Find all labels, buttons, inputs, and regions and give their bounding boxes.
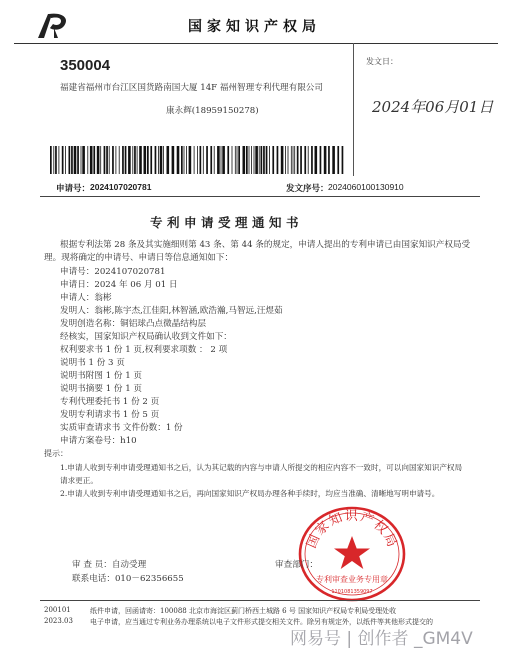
field-case-no: 申请方案卷号：h10 bbox=[60, 436, 137, 446]
barcode-bar bbox=[65, 146, 66, 174]
office-name: 国家知识产权局 bbox=[188, 19, 321, 35]
watermark: 网易号 | 创作者 _GM4V bbox=[290, 629, 473, 649]
barcode-bar bbox=[172, 146, 175, 174]
header-divider bbox=[14, 43, 498, 44]
barcode-bar bbox=[59, 146, 60, 174]
barcode-bar bbox=[112, 146, 114, 174]
barcode-bar bbox=[106, 146, 108, 174]
barcode-bar bbox=[122, 146, 124, 174]
barcode-bar bbox=[300, 146, 302, 174]
barcode-bar bbox=[128, 146, 131, 174]
field-description: 说明书 1 份 3 页 bbox=[60, 358, 125, 368]
barcode-bar bbox=[194, 146, 195, 174]
barcode-bar bbox=[315, 146, 318, 174]
barcode-bar bbox=[328, 146, 330, 174]
field-abstract: 说明书摘要 1 份 1 页 bbox=[60, 384, 143, 394]
footer-line-2: 电子申请，应当通过专利业务办理系统以电子文件形式提交相关文件。除另有规定外，以纸件等其他形式提交的 bbox=[90, 618, 433, 626]
field-application-date: 申请日：2024 年 06 月 01 日 bbox=[60, 280, 178, 290]
barcode-bar bbox=[251, 146, 252, 174]
barcode-bar bbox=[189, 146, 192, 174]
cnipa-logo-icon bbox=[34, 8, 74, 40]
barcode-bar bbox=[235, 146, 236, 174]
send-no-label: 发文序号： bbox=[286, 184, 329, 194]
application-no: 2024107020781 bbox=[90, 182, 152, 192]
barcode-bar bbox=[324, 146, 327, 174]
barcode-bar bbox=[221, 146, 222, 174]
barcode-bar bbox=[227, 146, 229, 174]
barcode-bar bbox=[337, 146, 339, 174]
barcode-bar bbox=[308, 146, 309, 174]
barcode-bar bbox=[214, 146, 215, 174]
send-no: 2024060100130910 bbox=[328, 182, 404, 192]
barcode-bar bbox=[181, 146, 183, 174]
barcode-bar bbox=[81, 146, 82, 174]
barcode-bar bbox=[158, 146, 159, 174]
barcode-bar bbox=[147, 146, 149, 174]
field-inventors: 发明人：翁彬,陈宇杰,江佳阳,林智涵,欧浩瀚,马智远,汪煜茹 bbox=[60, 306, 283, 316]
seal-star-icon bbox=[334, 536, 370, 569]
barcode-bar bbox=[304, 146, 306, 174]
field-request-form: 发明专利请求书 1 份 5 页 bbox=[60, 410, 160, 420]
header-vertical-divider bbox=[353, 43, 354, 176]
barcode-bar bbox=[55, 146, 57, 174]
barcode bbox=[50, 146, 346, 174]
footer-line-1: 纸件申请，回函请寄：100088 北京市海淀区蓟门桥西土城路 6 号 国家知识产权局专利局受理处收 bbox=[90, 607, 397, 615]
field-claims: 权利要求书 1 份 1 页,权利要求项数 ： 2 项 bbox=[60, 345, 228, 355]
barcode-bar bbox=[291, 146, 292, 174]
footer-code-2: 2023.03 bbox=[44, 617, 73, 625]
barcode-bar bbox=[293, 146, 294, 174]
barcode-bar bbox=[139, 146, 142, 174]
barcode-bar bbox=[320, 146, 322, 174]
barcode-bar bbox=[87, 146, 88, 174]
barcode-bar bbox=[238, 146, 240, 174]
footer-code-1: 200101 bbox=[44, 606, 71, 614]
barcode-bar bbox=[266, 146, 268, 174]
barcode-bar bbox=[150, 146, 152, 174]
document-title: 专利申请受理通知书 bbox=[150, 215, 304, 230]
barcode-bar bbox=[74, 146, 77, 174]
barcode-bar bbox=[163, 146, 164, 174]
section-divider bbox=[40, 196, 480, 197]
send-date-label: 发文日： bbox=[366, 57, 398, 66]
barcode-bar bbox=[109, 146, 110, 174]
official-seal bbox=[294, 502, 410, 602]
barcode-bar bbox=[272, 146, 274, 174]
barcode-bar bbox=[243, 146, 246, 174]
seal-subtext: 专利审查业务专用章 bbox=[316, 575, 388, 584]
field-application-no: 申请号：2024107020781 bbox=[60, 267, 166, 277]
barcode-bar bbox=[167, 146, 170, 174]
barcode-bar bbox=[261, 146, 263, 174]
barcode-bar bbox=[50, 146, 52, 174]
barcode-bar bbox=[77, 146, 79, 174]
barcode-bar bbox=[177, 146, 180, 174]
barcode-bar bbox=[206, 146, 208, 174]
barcode-bar bbox=[297, 146, 299, 174]
barcode-bar bbox=[294, 146, 295, 174]
field-power-of-attorney: 专利代理委托书 1 份 2 页 bbox=[60, 397, 160, 407]
barcode-bar bbox=[246, 146, 248, 174]
barcode-bar bbox=[237, 146, 238, 174]
application-no-label: 申请号： bbox=[56, 184, 91, 194]
barcode-bar bbox=[311, 146, 313, 174]
seal-code: 1101081359097 bbox=[331, 589, 373, 595]
barcode-bar bbox=[71, 146, 73, 174]
field-invention-title: 发明创造名称：铜铝球凸点微晶结构层 bbox=[60, 319, 207, 329]
hints-title: 提示： bbox=[44, 449, 68, 458]
barcode-bar bbox=[137, 146, 138, 174]
send-date: 2024年06月01日 bbox=[372, 98, 494, 116]
exam-dept-label: 审查部门： bbox=[275, 560, 318, 570]
barcode-bar bbox=[259, 146, 260, 174]
hint-1: 1.申请人收到专利申请受理通知书之后，认为其记载的内容与申请人所提交的相应内容不一致时，可以向国家知识产权局 bbox=[60, 463, 463, 472]
barcode-bar bbox=[200, 146, 202, 174]
hint-2: 2.申请人收到专利申请受理通知书之后，再向国家知识产权局办理各种手续时，均应当准确、清晰地写明申请号。 bbox=[60, 489, 440, 498]
barcode-bar bbox=[217, 146, 220, 174]
barcode-bar bbox=[160, 146, 163, 174]
barcode-bar bbox=[222, 146, 225, 174]
barcode-bar bbox=[144, 146, 147, 174]
footer-divider bbox=[40, 600, 480, 601]
barcode-bar bbox=[93, 146, 95, 174]
barcode-bar bbox=[263, 146, 265, 174]
intro-paragraph: 根据专利法第 28 条及其实施细则第 43 条、第 44 条的规定，申请人提出的专利申请已由国家知识产权局受理。现将确定的申请号、申请日等信息通知如下： bbox=[44, 240, 471, 263]
field-substantive-exam: 实质审查请求书 文件份数：1 份 bbox=[60, 423, 183, 433]
barcode-bar bbox=[269, 146, 270, 174]
barcode-bar bbox=[197, 146, 198, 174]
barcode-bar bbox=[232, 146, 233, 174]
barcode-bar bbox=[82, 146, 85, 174]
barcode-bar bbox=[116, 146, 117, 174]
barcode-bar bbox=[125, 146, 127, 174]
barcode-bar bbox=[281, 146, 284, 174]
field-applicant: 申请人：翁彬 bbox=[60, 293, 112, 303]
postcode: 350004 bbox=[60, 57, 111, 74]
barcode-bar bbox=[285, 146, 286, 174]
barcode-bar bbox=[100, 146, 101, 174]
barcode-bar bbox=[134, 146, 136, 174]
barcode-bar bbox=[255, 146, 258, 174]
recipient-address: 福建省福州市台江区国货路南国大厦 14F 福州智理专利代理有限公司 bbox=[60, 83, 323, 93]
examiner: 审 查 员：自动受理 bbox=[72, 560, 147, 570]
barcode-bar bbox=[69, 146, 71, 174]
contact-phone: 联系电话：010－62356655 bbox=[72, 574, 184, 584]
barcode-bar bbox=[119, 146, 120, 174]
seal-text: 国家知识产权局 bbox=[304, 509, 400, 551]
barcode-bar bbox=[62, 146, 64, 174]
barcode-bar bbox=[342, 146, 344, 174]
barcode-bar bbox=[186, 146, 187, 174]
barcode-bar bbox=[184, 146, 185, 174]
hint-1-continued: 请求更正。 bbox=[60, 476, 98, 485]
barcode-bar bbox=[104, 146, 106, 174]
barcode-bar bbox=[90, 146, 93, 174]
field-received-note: 经核实，国家知识产权局确认收到文件如下： bbox=[60, 332, 232, 342]
barcode-bar bbox=[249, 146, 250, 174]
barcode-bar bbox=[277, 146, 279, 174]
barcode-bar bbox=[155, 146, 157, 174]
field-drawings: 说明书附图 1 份 1 页 bbox=[60, 371, 143, 381]
barcode-bar bbox=[332, 146, 335, 174]
barcode-bar bbox=[97, 146, 100, 174]
recipient-contact: 康永辉(18959150278) bbox=[166, 106, 259, 116]
barcode-bar bbox=[132, 146, 133, 174]
barcode-bar bbox=[53, 146, 54, 174]
barcode-bar bbox=[210, 146, 212, 174]
barcode-bar bbox=[288, 146, 289, 174]
barcode-bar bbox=[254, 146, 255, 174]
barcode-bar bbox=[203, 146, 204, 174]
